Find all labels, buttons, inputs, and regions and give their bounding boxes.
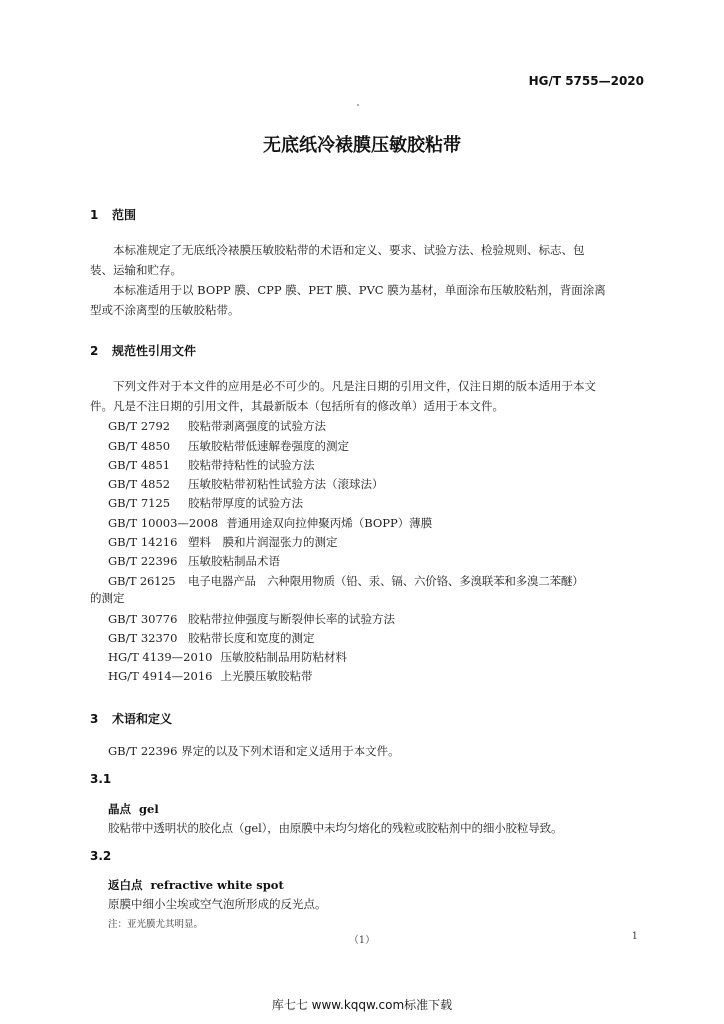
term-definition: 胶粘带中透明状的胶化点（gel），由原膜中未均匀熔化的残粒或胶粘剂中的细小胶粒导致。: [108, 821, 563, 835]
watermark-text: 库七七 www.kqqw.com标准下载: [271, 998, 453, 1012]
reference-title: 上光膜压敏胶粘带: [220, 669, 313, 683]
term-heading: [108, 877, 284, 893]
section-title: 范围: [112, 208, 137, 222]
reference-code: GB/T 10003—2008: [108, 516, 219, 530]
reference-code: GB/T 30776: [108, 612, 178, 626]
reference-item: [108, 495, 303, 511]
term-definition: 原膜中细小尘埃或空气泡所形成的反光点。: [108, 897, 327, 911]
reference-title: 胶粘带长度和宽度的测定: [188, 631, 315, 645]
reference-title: 电子电器产品 六种限用物质（铅、汞、镉、六价铬、多溴联苯和多溴二苯醚）: [188, 574, 584, 588]
reference-code: GB/T 14216: [108, 535, 178, 549]
section-1-para-2-line-2: 型或不涂离型的压敏胶粘带。: [90, 303, 240, 317]
section-number: 1: [90, 208, 99, 222]
reference-item: [108, 515, 432, 531]
section-1-para-1-line-1: 本标准规定了无底纸冷裱膜压敏胶粘带的术语和定义、要求、试验方法、检验规则、标志、包: [113, 243, 585, 257]
reference-item: [108, 418, 326, 434]
reference-title: 压敏胶粘制品术语: [188, 554, 280, 568]
reference-code: HG/T 4139—2010: [108, 650, 213, 664]
reference-code: GB/T 32370: [108, 631, 178, 645]
reference-item: [108, 573, 584, 589]
section-number: 2: [90, 344, 99, 358]
reference-title: 压敏胶粘制品用防粘材料: [220, 650, 347, 664]
reference-continuation: 的测定: [90, 591, 125, 605]
reference-title: 胶粘带厚度的试验方法: [188, 496, 303, 510]
section-title: 规范性引用文件: [112, 344, 197, 358]
section-2-heading: [90, 342, 196, 359]
reference-item: [108, 630, 315, 646]
scan-dot: [357, 104, 359, 106]
section-1-para-2-line-1: 本标准适用于以 BOPP 膜、CPP 膜、PET 膜、PVC 膜为基材，单面涂布压敏胶粘剂，背面涂离: [113, 283, 606, 297]
reference-code: GB/T 7125: [108, 496, 171, 510]
term-name-zh: 返白点: [108, 878, 143, 892]
section-3-intro: GB/T 22396 界定的以及下列术语和定义适用于本文件。: [108, 744, 400, 758]
section-1-heading: [90, 206, 136, 223]
reference-item: [108, 611, 395, 627]
reference-item: [108, 457, 315, 473]
reference-code: GB/T 26125: [108, 574, 176, 588]
reference-title: 胶粘带剥离强度的试验方法: [188, 419, 326, 433]
reference-title: 塑料 膜和片润湿张力的测定: [188, 535, 338, 549]
reference-code: GB/T 22396: [108, 554, 178, 568]
reference-item: [108, 668, 312, 684]
document-title: 无底纸冷裱膜压敏胶粘带: [263, 135, 461, 156]
standard-code: HG/T 5755—2020: [528, 74, 644, 88]
reference-code: GB/T 4852: [108, 477, 171, 491]
reference-code: GB/T 4851: [108, 458, 171, 472]
term-name-zh: 晶点: [108, 802, 131, 816]
page-label: （1）: [348, 935, 376, 946]
term-name-en: refractive white spot: [150, 878, 284, 892]
page-number: 1: [631, 931, 638, 942]
reference-code: GB/T 2792: [108, 419, 171, 433]
reference-title: 普通用途双向拉伸聚丙烯（BOPP）薄膜: [226, 516, 433, 530]
section-2-intro-line-2: 件。凡是不注日期的引用文件，其最新版本（包括所有的修改单）适用于本文件。: [90, 399, 504, 413]
reference-code: HG/T 4914—2016: [108, 669, 213, 683]
reference-title: 压敏胶粘带低速解卷强度的测定: [188, 439, 349, 453]
reference-title: 压敏胶粘带初粘性试验方法（滚球法）: [188, 477, 384, 491]
term-number: 3.2: [90, 849, 112, 863]
section-2-intro-line-1: 下列文件对于本文件的应用是必不可少的。凡是注日期的引用文件，仅注日期的版本适用于本文: [113, 379, 596, 393]
term-note: 注：亚光膜尤其明显。: [108, 919, 204, 930]
section-number: 3: [90, 712, 99, 726]
section-3-heading: [90, 710, 172, 727]
section-1-para-1-line-2: 装、运输和贮存。: [90, 263, 182, 277]
reference-item: [108, 476, 384, 492]
reference-item: [108, 534, 338, 550]
reference-title: 胶粘带拉伸强度与断裂伸长率的试验方法: [188, 612, 395, 626]
reference-item: [108, 553, 280, 569]
reference-code: GB/T 4850: [108, 439, 171, 453]
term-name-en: gel: [139, 802, 159, 816]
section-title: 术语和定义: [112, 712, 173, 726]
reference-item: [108, 438, 349, 454]
term-heading: [108, 801, 159, 817]
reference-item: [108, 649, 347, 665]
reference-title: 胶粘带持粘性的试验方法: [188, 458, 315, 472]
term-number: 3.1: [90, 772, 112, 786]
